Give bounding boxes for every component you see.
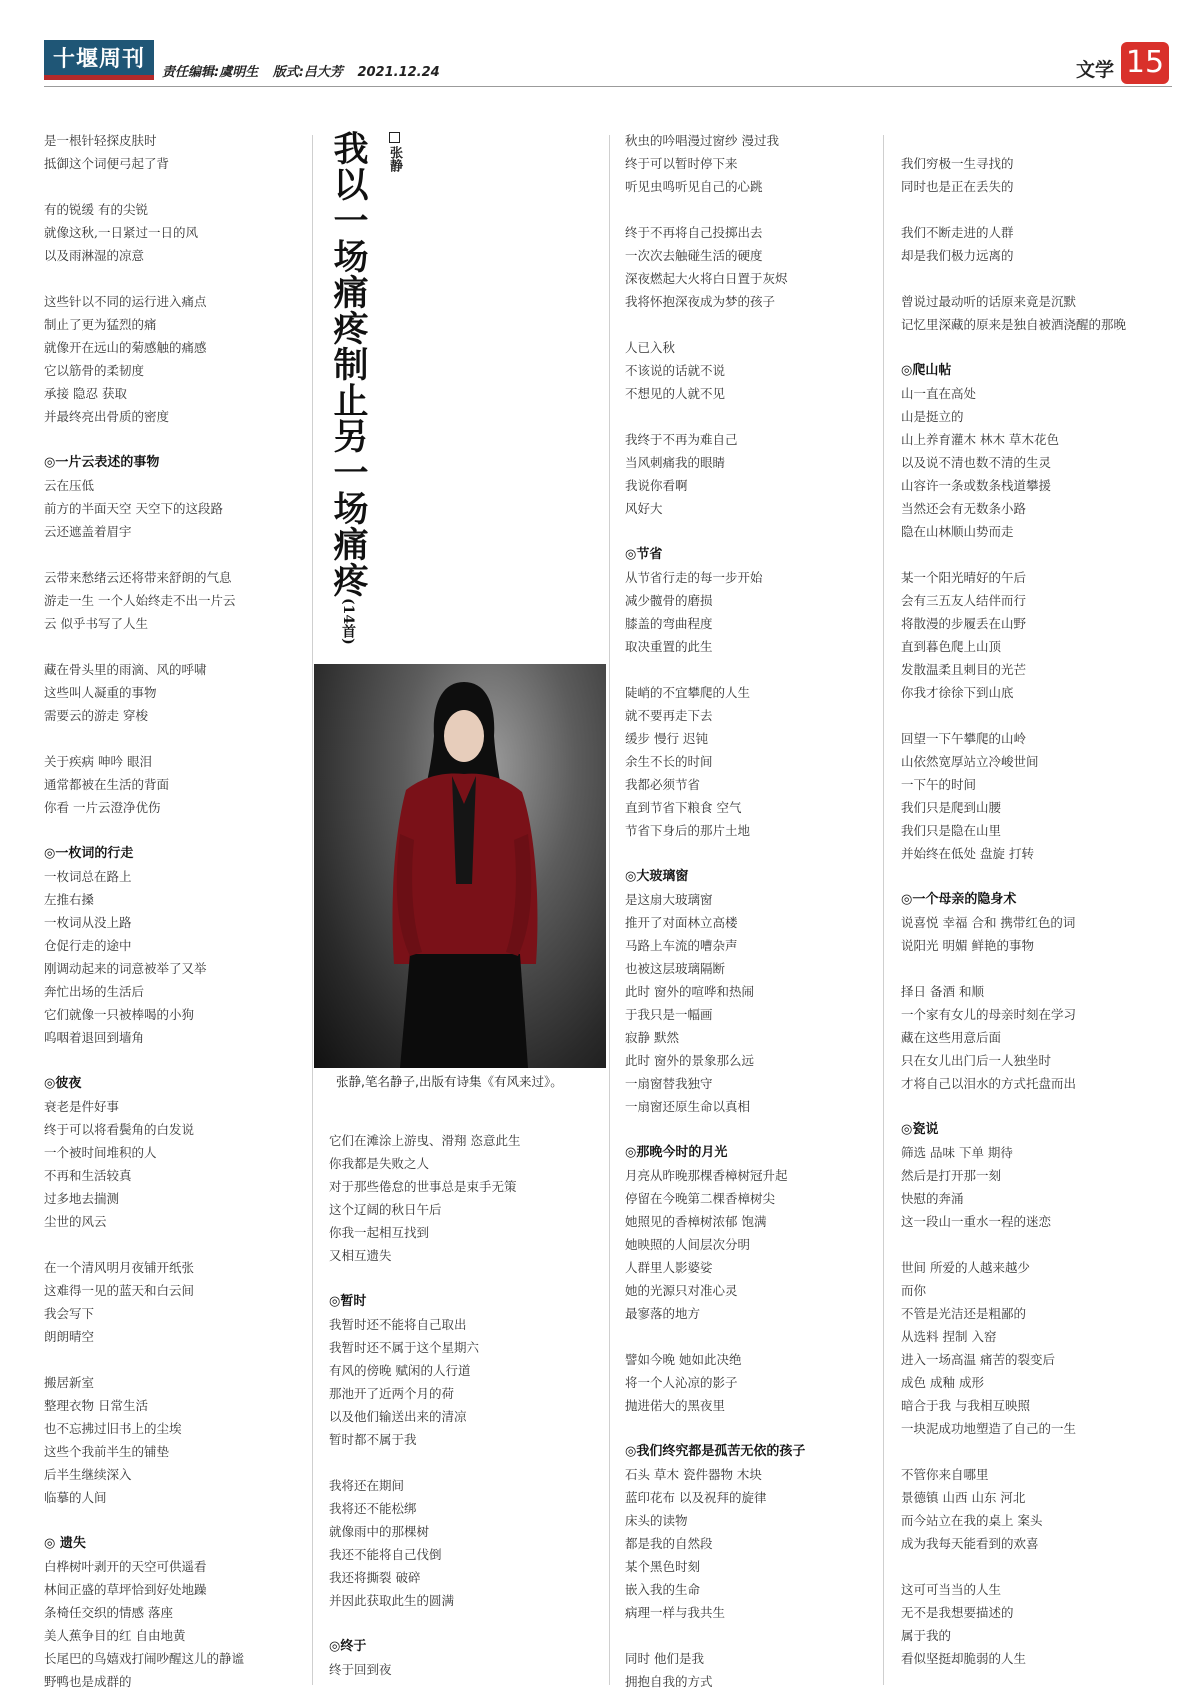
poem-line: 于我只是一幅画 xyxy=(625,1007,713,1022)
poem-line: 山容许一条或数条栈道攀援 xyxy=(901,478,1052,493)
poem-line: 就像开在远山的菊感触的痛感 xyxy=(44,340,207,355)
poem-heading: ◎暂时 xyxy=(329,1294,367,1309)
poem-line: 藏在骨头里的雨滴、风的呼啸 xyxy=(44,662,207,677)
poem-line: 也不忘拂过旧书上的尘埃 xyxy=(44,1421,182,1436)
title-text: 我以一场痛疼制止另一场痛疼 xyxy=(328,130,369,598)
author-name: 张静 xyxy=(387,146,402,172)
stanza-break xyxy=(44,543,244,566)
poem-line: 发散温柔且刺目的光芒 xyxy=(901,662,1027,677)
poem-line: 山上养育灌木 林木 草木花色 xyxy=(901,432,1059,447)
stanza-break xyxy=(625,1624,805,1647)
poem-line: 余生不长的时间 xyxy=(625,754,713,769)
poem-line: 那池开了近两个月的荷 xyxy=(329,1386,455,1401)
poem-line: 这可可当当的人生 xyxy=(901,1582,1002,1597)
stanza-break xyxy=(44,1509,244,1532)
poem-line: 白桦树叶剥开的天空可供遥看 xyxy=(44,1559,207,1574)
poem-line: 记忆里深藏的原来是独自被酒浇醒的那晚 xyxy=(901,317,1127,332)
poem-line: 临摹的人间 xyxy=(44,1490,107,1505)
poem-line: 我暂时还不能将自己取出 xyxy=(329,1317,467,1332)
poem-line: 人群里人影婆娑 xyxy=(625,1260,713,1275)
poem-line: 世间 所爱的人越来越少 xyxy=(901,1260,1030,1275)
poem-line: 深夜燃起大火将白日置于灰烬 xyxy=(625,271,788,286)
poem-line: 云 似乎书写了人生 xyxy=(44,616,148,631)
poem-line: 我暂时还不属于这个星期六 xyxy=(329,1340,480,1355)
column-divider xyxy=(609,135,610,1685)
poem-line: 将散漫的步履丢在山野 xyxy=(901,616,1027,631)
poem-line: 拥抱自我的方式 xyxy=(625,1674,713,1689)
poem-line: 这一段山一重水一程的迷恋 xyxy=(901,1214,1052,1229)
poem-line: 然后是打开那一刻 xyxy=(901,1168,1002,1183)
poem-heading: ◎节省 xyxy=(625,547,663,562)
poem-line: 刚调动起来的词意被举了又举 xyxy=(44,961,207,976)
stanza-break xyxy=(44,819,244,842)
poem-line: 对于那些倦怠的世事总是束手无策 xyxy=(329,1179,517,1194)
poem-line: 它以筋骨的柔韧度 xyxy=(44,363,145,378)
poem-line: 说阳光 明媚 鲜艳的事物 xyxy=(901,938,1034,953)
poem-line: 仓促行走的途中 xyxy=(44,938,132,953)
poem-line: 这难得一见的蓝天和白云间 xyxy=(44,1283,195,1298)
poem-line: 一枚词总在路上 xyxy=(44,869,132,884)
poem-line: 景德镇 山西 山东 河北 xyxy=(901,1490,1026,1505)
poem-line: 我们不断走进的人群 xyxy=(901,225,1014,240)
poem-line: 这些针以不同的运行进入痛点 xyxy=(44,294,207,309)
poem-line: 后半生继续深入 xyxy=(44,1467,132,1482)
stanza-break xyxy=(901,865,1126,888)
poem-line: 寂静 默然 xyxy=(625,1030,679,1045)
poem-line: 以及雨淋湿的凉意 xyxy=(44,248,145,263)
poem-line: 停留在今晚第二棵香樟树尖 xyxy=(625,1191,776,1206)
poem-heading: ◎瓷说 xyxy=(901,1122,939,1137)
stanza-break xyxy=(901,129,1126,152)
poem-line: 陡峭的不宜攀爬的人生 xyxy=(625,685,751,700)
credits-line xyxy=(162,61,450,80)
poem-line: 石头 草木 瓷件器物 木块 xyxy=(625,1467,762,1482)
poem-line: 你我都是失败之人 xyxy=(329,1156,430,1171)
article-title xyxy=(328,130,368,645)
poem-heading: ◎彼夜 xyxy=(44,1076,82,1091)
poem-line: 朗朗晴空 xyxy=(44,1329,95,1344)
poem-line: 是这扇大玻璃窗 xyxy=(625,892,713,907)
poem-line: 并最终亮出骨质的密度 xyxy=(44,409,170,424)
poem-line: 某个黑色时刻 xyxy=(625,1559,701,1574)
stanza-break xyxy=(44,635,244,658)
photo-caption: 张静,笔名静子,出版有诗集《有风来过》。 xyxy=(336,1074,563,1089)
poem-heading: ◎ 遗失 xyxy=(44,1536,86,1551)
poem-line: 终于回到夜 xyxy=(329,1662,392,1677)
poem-line: 就像这秋,一日紧过一日的风 xyxy=(44,225,198,240)
poem-line: 当风刺痛我的眼睛 xyxy=(625,455,726,470)
stanza-break xyxy=(625,405,805,428)
poem-line: 取决重置的此生 xyxy=(625,639,713,654)
stanza-break xyxy=(329,1451,520,1474)
poem-line: 不该说的话就不说 xyxy=(625,363,726,378)
poem-line: 奔忙出场的生活后 xyxy=(44,984,145,999)
poem-line: 筛选 品味 下单 期待 xyxy=(901,1145,1013,1160)
poem-line: 她映照的人间层次分明 xyxy=(625,1237,751,1252)
poem-line: 抛进偌大的黑夜里 xyxy=(625,1398,726,1413)
poem-heading: ◎大玻璃窗 xyxy=(625,869,689,884)
poem-line: 只在女儿出门后一人独坐时 xyxy=(901,1053,1052,1068)
poem-line: 成色 成釉 成形 xyxy=(901,1375,984,1390)
poem-line: 你我一起相互找到 xyxy=(329,1225,430,1240)
poem-line: 它们在滩涂上游曳、滑翔 恣意此生 xyxy=(329,1133,521,1148)
poem-line: 就不要再走下去 xyxy=(625,708,713,723)
poem-line: 我还不能将自己伐倒 xyxy=(329,1547,442,1562)
stanza-break xyxy=(901,1440,1126,1463)
stanza-break xyxy=(44,428,244,451)
stanza-break xyxy=(44,267,244,290)
poem-line: 也被这层玻璃隔断 xyxy=(625,961,726,976)
poem-line: 野鸭也是成群的 xyxy=(44,1674,132,1689)
poem-line: 制止了更为猛烈的痛 xyxy=(44,317,157,332)
poem-line: 就像雨中的那棵树 xyxy=(329,1524,430,1539)
poem-line: 减少髋骨的磨损 xyxy=(625,593,713,608)
poem-line: 藏在这些用意后面 xyxy=(901,1030,1002,1045)
poem-line: 暂时都不属于我 xyxy=(329,1432,417,1447)
poem-line: 以及说不清也数不清的生灵 xyxy=(901,455,1052,470)
poem-line: 它们就像一只被棒喝的小狗 xyxy=(44,1007,195,1022)
stanza-break xyxy=(901,336,1126,359)
stanza-break xyxy=(44,1348,244,1371)
stanza-break xyxy=(625,313,805,336)
poem-line: 不管是光洁还是粗鄙的 xyxy=(901,1306,1027,1321)
poem-line: 马路上车流的嘈杂声 xyxy=(625,938,738,953)
poem-heading: ◎一枚词的行走 xyxy=(44,846,134,861)
stanza-break xyxy=(901,267,1126,290)
stanza-break xyxy=(901,957,1126,980)
poem-line: 病理一样与我共生 xyxy=(625,1605,726,1620)
poem-line: 她照见的香樟树浓郁 饱满 xyxy=(625,1214,767,1229)
poem-line: 搬居新室 xyxy=(44,1375,95,1390)
poem-line: 山依然宽厚站立冷峻世间 xyxy=(901,754,1039,769)
stanza-break xyxy=(901,1555,1126,1578)
author-portrait-figure xyxy=(314,664,606,1068)
poem-line: 呜咽着退回到墙角 xyxy=(44,1030,145,1045)
poem-line: 你我才徐徐下到山底 xyxy=(901,685,1014,700)
poem-line: 我们只是隐在山里 xyxy=(901,823,1002,838)
poem-line: 尘世的风云 xyxy=(44,1214,107,1229)
poem-line: 终于不再将自己投掷出去 xyxy=(625,225,763,240)
stanza-break xyxy=(901,543,1126,566)
title-note: (14首) xyxy=(340,598,356,645)
page-number-badge: 15 xyxy=(1121,42,1169,84)
poem-line: 衰老是件好事 xyxy=(44,1099,120,1114)
stanza-break xyxy=(901,198,1126,221)
poem-heading: ◎爬山帖 xyxy=(901,363,952,378)
poem-line: 过多地去揣测 xyxy=(44,1191,120,1206)
author-byline xyxy=(385,132,404,172)
poem-line: 以及他们输送出来的清凉 xyxy=(329,1409,467,1424)
poem-line: 从选料 捏制 入窑 xyxy=(901,1329,997,1344)
poem-line: 隐在山林顺山势而走 xyxy=(901,524,1014,539)
poem-line: 整理衣物 日常生活 xyxy=(44,1398,148,1413)
poem-line: 将一个人沁凉的影子 xyxy=(625,1375,738,1390)
logo-text: 十堰周刊 xyxy=(52,46,145,72)
poem-column-3 xyxy=(625,129,805,1693)
poem-line: 譬如今晚 她如此决绝 xyxy=(625,1352,742,1367)
author-photo xyxy=(314,664,606,1068)
section-name: 文学 xyxy=(1076,59,1115,81)
poem-column-4 xyxy=(901,129,1126,1670)
poem-line: 蓝印花布 以及祝拜的旋律 xyxy=(625,1490,767,1505)
poem-line: 一扇窗替我独守 xyxy=(625,1076,713,1091)
issue-date: 2021.12.24 xyxy=(357,65,440,80)
page-header xyxy=(0,0,1200,90)
poem-line: 一次次去触碰生活的硬度 xyxy=(625,248,763,263)
poem-line: 终于可以将看鬓角的白发说 xyxy=(44,1122,195,1137)
stanza-break xyxy=(329,1612,520,1635)
stanza-break xyxy=(44,175,244,198)
poem-line: 需要云的游走 穿梭 xyxy=(44,708,148,723)
poem-line: 承接 隐忍 获取 xyxy=(44,386,127,401)
poem-line: 抵御这个词便弓起了背 xyxy=(44,156,170,171)
poem-line: 又相互遗失 xyxy=(329,1248,392,1263)
stanza-break xyxy=(625,198,805,221)
poem-line: 云带来愁绪云还将带来舒朗的气息 xyxy=(44,570,232,585)
poem-line: 云在压低 xyxy=(44,478,95,493)
poem-line: 山一直在高处 xyxy=(901,386,977,401)
layout-credit: 版式:吕大芳 xyxy=(272,65,343,80)
poem-line: 有风的傍晚 赋闲的人行道 xyxy=(329,1363,471,1378)
poem-line: 当然还会有无数条小路 xyxy=(901,501,1027,516)
poem-line: 从节省行走的每一步开始 xyxy=(625,570,763,585)
poem-line: 快慰的奔涌 xyxy=(901,1191,964,1206)
poem-line: 推开了对面林立高楼 xyxy=(625,915,738,930)
poem-line: 林间正盛的草坪恰到好处地躁 xyxy=(44,1582,207,1597)
poem-line: 节省下身后的那片土地 xyxy=(625,823,751,838)
poem-line: 这个辽阔的秋日午后 xyxy=(329,1202,442,1217)
stanza-break xyxy=(625,1417,805,1440)
poem-line: 膝盖的弯曲程度 xyxy=(625,616,713,631)
poem-line: 我说你看啊 xyxy=(625,478,688,493)
poem-line: 是一根针轻探皮肤时 xyxy=(44,133,157,148)
poem-line: 关于疾病 呻吟 眼泪 xyxy=(44,754,152,769)
poem-line: 月亮从昨晚那棵香樟树冠升起 xyxy=(625,1168,788,1183)
newspaper-logo xyxy=(44,40,154,80)
poem-line: 在一个清风明月夜铺开纸张 xyxy=(44,1260,195,1275)
poem-line: 这些个我前半生的铺垫 xyxy=(44,1444,170,1459)
poem-line: 不再和生活较真 xyxy=(44,1168,132,1183)
poem-line: 而今站立在我的桌上 案头 xyxy=(901,1513,1043,1528)
poem-line: 属于我的 xyxy=(901,1628,952,1643)
poem-line: 择日 备酒 和顺 xyxy=(901,984,984,999)
poem-heading: ◎一片云表述的事物 xyxy=(44,455,160,470)
poem-line: 不想见的人就不见 xyxy=(625,386,726,401)
poem-line: 一扇窗还原生命以真相 xyxy=(625,1099,751,1114)
poem-line: 并始终在低处 盘旋 打转 xyxy=(901,846,1034,861)
poem-line: 美人蕉争目的红 自由地黄 xyxy=(44,1628,186,1643)
poem-line: 曾说过最动听的话原来竟是沉默 xyxy=(901,294,1077,309)
poem-line: 秋虫的吟唱漫过窗纱 漫过我 xyxy=(625,133,779,148)
poem-line: 长尾巴的鸟嬉戏打闹吵醒这儿的静谧 xyxy=(44,1651,245,1666)
stanza-break xyxy=(901,704,1126,727)
stanza-break xyxy=(625,842,805,865)
poem-line: 条椅任交织的情感 落座 xyxy=(44,1605,173,1620)
poem-line: 通常都被在生活的背面 xyxy=(44,777,170,792)
stanza-break xyxy=(625,1118,805,1141)
poem-line: 缓步 慢行 迟钝 xyxy=(625,731,708,746)
poem-column-1 xyxy=(44,129,244,1693)
stanza-break xyxy=(44,727,244,750)
poem-line: 某一个阳光晴好的午后 xyxy=(901,570,1027,585)
poem-line: 云还遮盖着眉宇 xyxy=(44,524,132,539)
poem-line: 会有三五友人结伴而行 xyxy=(901,593,1027,608)
poem-line: 我们穷极一生寻找的 xyxy=(901,156,1014,171)
poem-line: 我终于不再为难自己 xyxy=(625,432,738,447)
poem-heading: ◎一个母亲的隐身术 xyxy=(901,892,1017,907)
poem-line: 风好大 xyxy=(625,501,663,516)
poem-line: 游走一生 一个人始终走不出一片云 xyxy=(44,593,236,608)
poem-line: 无不是我想要描述的 xyxy=(901,1605,1014,1620)
column-divider xyxy=(883,135,884,1685)
header-rule xyxy=(44,86,1172,87)
stanza-break xyxy=(329,1267,520,1290)
poem-line: 我将还在期间 xyxy=(329,1478,405,1493)
poem-line: 一个家有女儿的母亲时刻在学习 xyxy=(901,1007,1077,1022)
editor-credit: 责任编辑:虞明生 xyxy=(162,65,259,80)
poem-line: 你看 一片云澄净优伤 xyxy=(44,800,161,815)
poem-line: 她的光源只对准心灵 xyxy=(625,1283,738,1298)
poem-line: 我都必须节省 xyxy=(625,777,701,792)
poem-line: 有的锐缓 有的尖锐 xyxy=(44,202,148,217)
stanza-break xyxy=(901,1095,1126,1118)
poem-line: 山是挺立的 xyxy=(901,409,964,424)
poem-line: 床头的读物 xyxy=(625,1513,688,1528)
poem-line: 我还将撕裂 破碎 xyxy=(329,1570,421,1585)
poem-line: 说喜悦 幸福 合和 携带红色的词 xyxy=(901,915,1076,930)
poem-line: 终于可以暂时停下来 xyxy=(625,156,738,171)
poem-heading: ◎终于 xyxy=(329,1639,367,1654)
poem-line: 嵌入我的生命 xyxy=(625,1582,701,1597)
poem-line: 一个被时间堆积的人 xyxy=(44,1145,157,1160)
poem-line: 前方的半面天空 天空下的这段路 xyxy=(44,501,223,516)
poem-line: 回望一下午攀爬的山岭 xyxy=(901,731,1027,746)
poem-line: 最寥落的地方 xyxy=(625,1306,701,1321)
poem-line: 同时 他们是我 xyxy=(625,1651,704,1666)
poem-line: 才将自己以泪水的方式托盘而出 xyxy=(901,1076,1077,1091)
poem-line: 此时 窗外的景象那么远 xyxy=(625,1053,754,1068)
poem-line: 进入一场高温 痛苦的裂变后 xyxy=(901,1352,1055,1367)
poem-line: 一枚词从没上路 xyxy=(44,915,132,930)
poem-column-2 xyxy=(329,1129,520,1681)
poem-line: 我们只是爬到山腰 xyxy=(901,800,1002,815)
poem-line: 一下午的时间 xyxy=(901,777,977,792)
poem-line: 看似坚挺却脆弱的人生 xyxy=(901,1651,1027,1666)
poem-line: 成为我每天能看到的欢喜 xyxy=(901,1536,1039,1551)
poem-line: 同时也是正在丢失的 xyxy=(901,179,1014,194)
stanza-break xyxy=(44,1233,244,1256)
poem-heading: ◎我们终究都是孤苦无依的孩子 xyxy=(625,1444,806,1459)
poem-line: 人已入秋 xyxy=(625,340,676,355)
poem-line: 直到暮色爬上山顶 xyxy=(901,639,1002,654)
poem-line: 听见虫鸣听见自己的心跳 xyxy=(625,179,763,194)
poem-line: 一块泥成功地塑造了自己的一生 xyxy=(901,1421,1077,1436)
article-title-block xyxy=(328,130,388,650)
poem-line: 都是我的自然段 xyxy=(625,1536,713,1551)
stanza-break xyxy=(625,1325,805,1348)
square-bullet-icon xyxy=(389,132,400,143)
poem-line: 暗合于我 与我相互映照 xyxy=(901,1398,1030,1413)
poem-line: 这些叫人凝重的事物 xyxy=(44,685,157,700)
stanza-break xyxy=(44,1049,244,1072)
poem-line: 此时 窗外的喧哗和热闹 xyxy=(625,984,754,999)
poem-line: 我会写下 xyxy=(44,1306,95,1321)
poem-line: 不管你来自哪里 xyxy=(901,1467,989,1482)
poem-line: 而你 xyxy=(901,1283,927,1298)
poem-heading: ◎那晚今时的月光 xyxy=(625,1145,728,1160)
poem-line: 却是我们极力远离的 xyxy=(901,248,1014,263)
poem-line: 我将怀抱深夜成为梦的孩子 xyxy=(625,294,776,309)
poem-line: 左推右搡 xyxy=(44,892,95,907)
poem-line: 我将还不能松绑 xyxy=(329,1501,417,1516)
poem-line: 直到节省下粮食 空气 xyxy=(625,800,742,815)
stanza-break xyxy=(901,1233,1126,1256)
column-divider xyxy=(312,135,313,1685)
stanza-break xyxy=(625,658,805,681)
poem-line: 并因此获取此生的圆满 xyxy=(329,1593,455,1608)
stanza-break xyxy=(625,520,805,543)
